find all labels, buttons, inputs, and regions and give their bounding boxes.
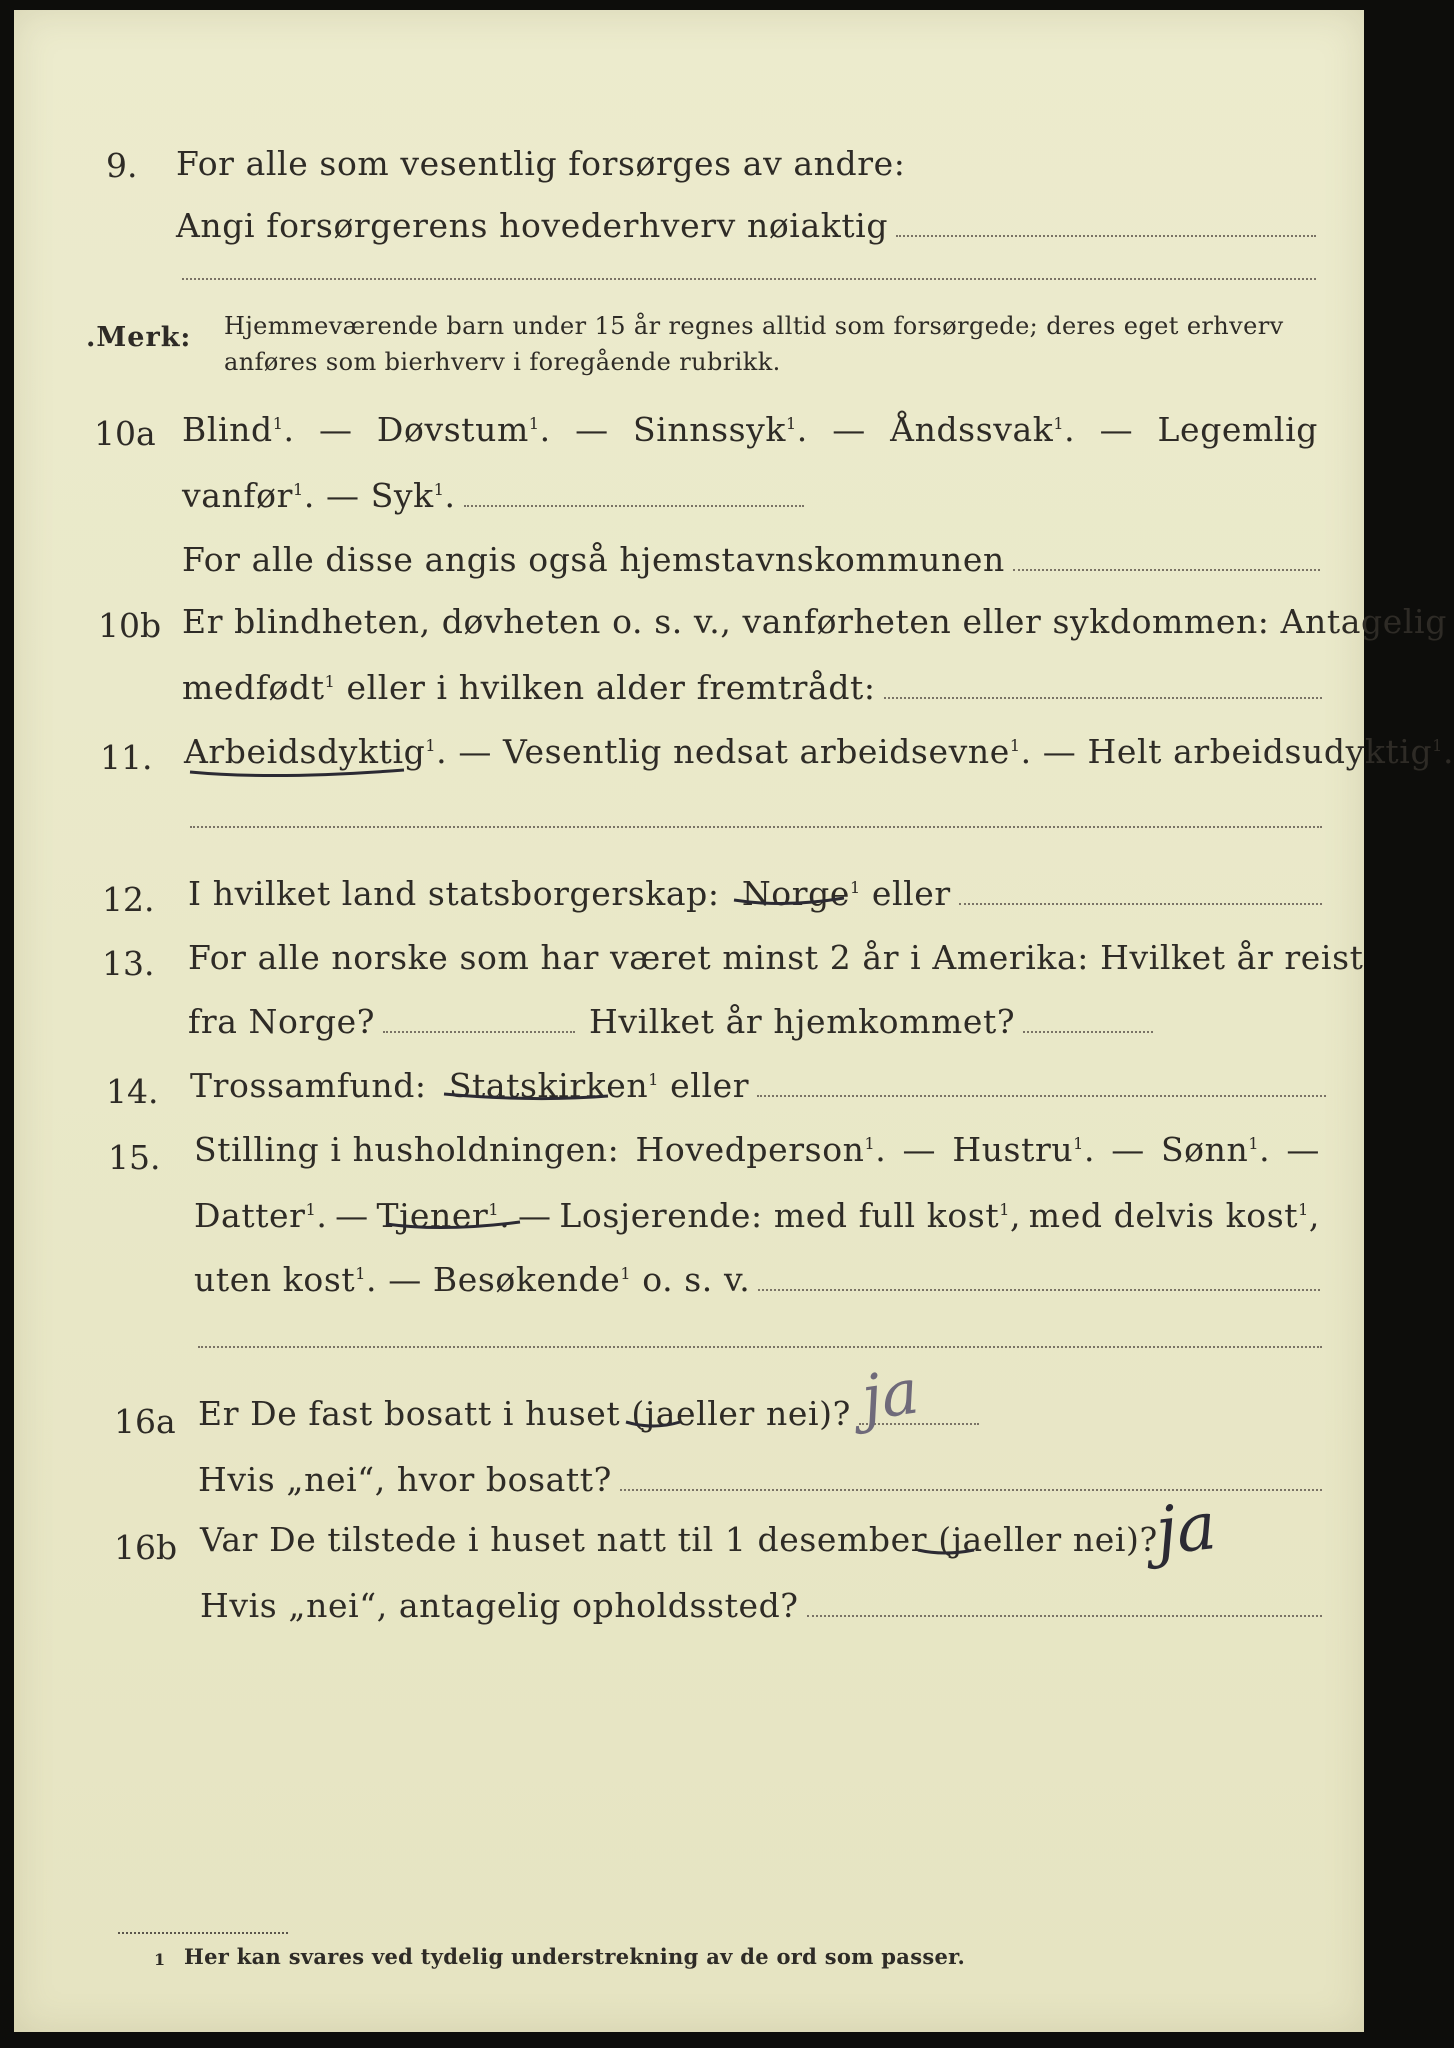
q15-number: 15. — [108, 1138, 161, 1177]
footnote-text: Her kan svares ved tydelig understrekning av de ord som passer. — [184, 1944, 966, 1969]
q9-line1 — [176, 144, 905, 183]
q10a-hometown-label: For alle disse angis også hjemstavnskommunen — [182, 540, 1005, 579]
q10b-medfodt: medfødt$^1$ — [182, 668, 336, 707]
q14-question: Trossamfund: — [190, 1066, 427, 1105]
q10a-syk: Syk$^1$. — [370, 476, 456, 515]
q13-return-label: Hvilket år hjemkommet? — [589, 1002, 1016, 1041]
merk-line1: Hjemmeværende barn under 15 år regnes alltid som forsørgede; deres eget erhverv — [224, 312, 1284, 340]
q10b-line1: Er blindheten, døvheten o. s. v., vanførheten eller sykdommen: Antagelig — [182, 602, 1447, 641]
q15-option-sonn[interactable]: Sønn$^1$. — [1160, 1130, 1271, 1169]
q16b-question-start: Var De tilstede i huset natt til 1 desember ( — [200, 1520, 952, 1559]
q15-osv: o. s. v. — [642, 1260, 751, 1299]
q9-line2 — [176, 206, 1316, 245]
q16b-option-ja[interactable]: ja — [951, 1520, 983, 1559]
q15-option-datter[interactable]: Datter$^1$. — [194, 1196, 328, 1235]
q15-option-tjener[interactable]: Tjener$^1$. — [376, 1196, 511, 1235]
q11-option-able[interactable]: Arbeidsdyktig$^1$. — [184, 732, 448, 771]
q16a-number: 16a — [114, 1402, 176, 1441]
q16a-question-start: Er De fast bosatt i huset ( — [198, 1394, 645, 1433]
q14-line — [190, 1066, 1326, 1105]
q16a-residence-label: Hvis „nei“, hvor bosatt? — [198, 1460, 612, 1499]
q9-question: For alle som vesentlig forsørges av andre: — [176, 144, 906, 183]
merk-note — [224, 308, 1284, 380]
q13-line1: For alle norske som har været minst 2 år i Amerika: Hvilket år reist — [188, 938, 1364, 977]
q9-number: 9. — [106, 146, 138, 185]
q16b-whereabouts-label: Hvis „nei“, antagelig opholdssted? — [200, 1586, 799, 1625]
q10a-answer-field[interactable] — [464, 505, 804, 507]
q10a-sinnssyk: Sinnssyk$^1$. — [633, 410, 808, 449]
q10b-age-field[interactable] — [884, 697, 1322, 699]
q11-option-reduced[interactable]: Vesentlig nedsat arbeidsevne$^1$. — [503, 732, 1032, 771]
q9-provider-field[interactable] — [896, 235, 1316, 237]
q13-left-label: fra Norge? — [188, 1002, 376, 1041]
q10a-legemlig: Legemlig — [1157, 410, 1318, 449]
q12-question: I hvilket land statsborgerskap: — [188, 874, 720, 913]
q10a-andssvak: Åndssvak$^1$. — [890, 410, 1076, 449]
q10a-line2: vanfør$^1$. — Syk$^1$. — [182, 476, 804, 515]
q16a-option-ja[interactable]: ja — [644, 1394, 676, 1433]
q16a-handwritten-answer: ja — [857, 1354, 923, 1435]
q10b-number: 10b — [98, 606, 162, 645]
q15-question: Stilling i husholdningen: — [194, 1130, 620, 1169]
q10a-number: 10a — [94, 414, 156, 453]
q16b-handwritten-answer: ja — [1152, 1487, 1220, 1570]
q15-other-field[interactable] — [758, 1289, 1320, 1291]
q16b-whereabouts-field[interactable] — [807, 1615, 1322, 1617]
q16b-number: 16b — [114, 1528, 178, 1567]
q14-eller: eller — [670, 1066, 750, 1105]
q11-extra-field[interactable] — [190, 826, 1322, 828]
q16a-question-end: eller nei)? — [675, 1394, 851, 1433]
q10a-blind: Blind$^1$. — [182, 410, 295, 449]
q14-option-statskirken[interactable]: Statskirken$^1$ — [448, 1066, 660, 1105]
footnote-rule — [118, 1932, 288, 1934]
q12-line — [188, 874, 1322, 913]
q15-option-delvis[interactable]: med delvis kost$^1$, — [1028, 1196, 1320, 1235]
q11-line: Arbeidsdyktig$^1$. — Vesentlig nedsat arbeidsevne$^1$. — Helt arbeidsudyktig$^1$. — [184, 732, 1454, 771]
q16b-question-end: eller nei)? — [982, 1520, 1158, 1559]
q13-left-field[interactable] — [383, 1031, 575, 1033]
q14-faith-field[interactable] — [757, 1095, 1326, 1097]
q15-option-uten-kost[interactable]: uten kost$^1$. — [194, 1260, 378, 1299]
merk-line2: anføres som bierhverv i foregående rubrikk. — [224, 348, 781, 376]
q15-extra-field[interactable] — [198, 1346, 1322, 1348]
q16b-line1 — [200, 1520, 1158, 1559]
q11-option-unable[interactable]: Helt arbeidsudyktig$^1$. — [1087, 732, 1454, 771]
q9-extra-field[interactable] — [182, 278, 1316, 280]
q12-eller: eller — [871, 874, 951, 913]
q12-country-field[interactable] — [959, 903, 1322, 905]
footnote-mark: 1 — [154, 1950, 166, 1969]
q15-line3: uten kost$^1$. — Besøkende$^1$ o. s. v. — [194, 1260, 1320, 1299]
q15-line1: Stilling i husholdningen: Hovedperson$^1$. — Hustru$^1$. — Sønn$^1$. — — [194, 1130, 1320, 1169]
q11-number: 11. — [100, 738, 153, 777]
q13-return-field[interactable] — [1023, 1031, 1153, 1033]
q15-option-hovedperson[interactable]: Hovedperson$^1$. — [635, 1130, 887, 1169]
q15-line2: Datter$^1$. — Tjener$^1$. — Losjerende: med full kost$^1$, med delvis kost$^1$, — [194, 1196, 1320, 1235]
q10a-hometown-field[interactable] — [1013, 569, 1320, 571]
q15-option-besokende[interactable]: Besøkende$^1$ — [432, 1260, 632, 1299]
q9-provider-label: Angi forsørgerens hovederhverv nøiaktig — [176, 206, 889, 245]
q13-line2 — [188, 1002, 1153, 1041]
q15-option-losjerende-full[interactable]: Losjerende: med full kost$^1$, — [559, 1196, 1022, 1235]
q13-number: 13. — [102, 944, 155, 983]
q12-option-norge[interactable]: Norge$^1$ — [741, 874, 861, 913]
merk-label: .Merk: — [86, 322, 192, 353]
q10b-line2 — [182, 668, 1322, 707]
q10b-age-label: eller i hvilken alder fremtrådt: — [346, 668, 876, 707]
q16a-residence-field[interactable] — [620, 1489, 1322, 1491]
q10a-line3 — [182, 540, 1320, 579]
q15-option-hustru[interactable]: Hustru$^1$. — [952, 1130, 1096, 1169]
q10a-dovstum: Døvstum$^1$. — [376, 410, 551, 449]
q10a-vanfor: vanfør$^1$. — [182, 476, 315, 515]
census-form-page — [14, 10, 1454, 2032]
q14-number: 14. — [106, 1072, 159, 1111]
q12-number: 12. — [102, 880, 155, 919]
q10a-line1: Blind$^1$. — Døvstum$^1$. — Sinnssyk$^1$. — Åndssvak$^1$. — Legemlig — [182, 410, 1318, 449]
q16b-line2 — [200, 1586, 1322, 1625]
